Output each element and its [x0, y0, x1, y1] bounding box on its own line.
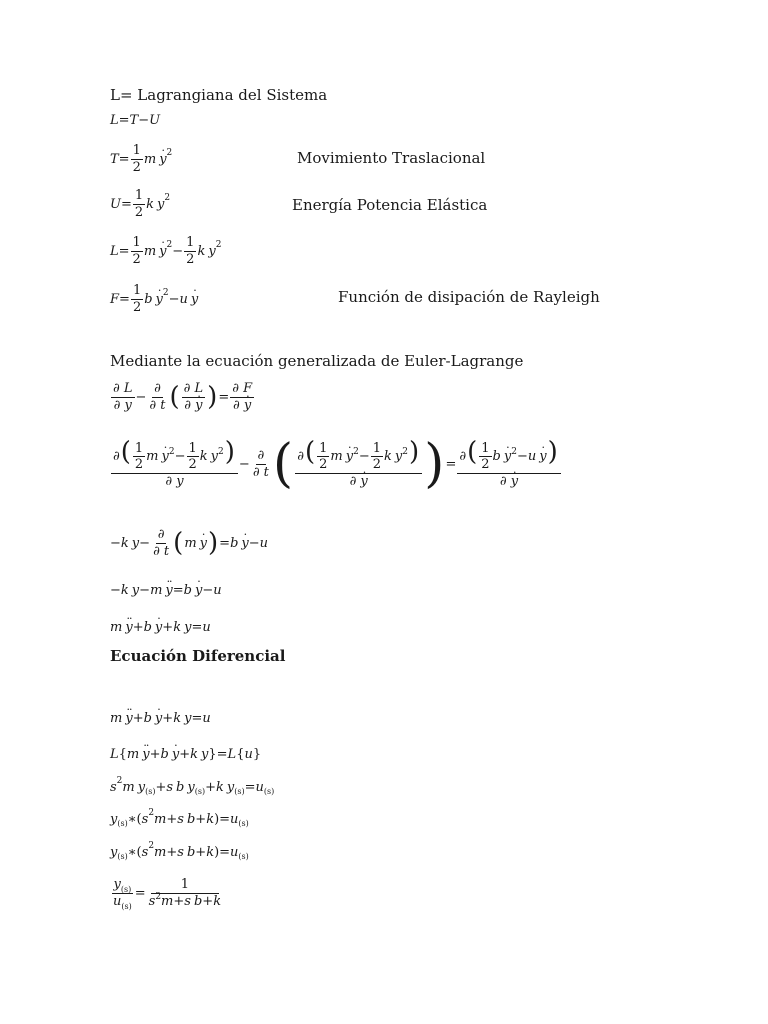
heading-lagrangian: L= Lagrangiana del Sistema — [110, 86, 328, 104]
label-rayleigh: Función de disipación de Rayleigh — [338, 288, 600, 306]
equation-euler-lagrange-substituted: ∂( $\frac{1}{2}$ m y ·$^2$− $\frac{1}{2}$ k $y^2$) ∂ y − $\frac{\partial}{\partial t}$ ( ∂( $\frac{1}{2}$ m y ·$^2$− $\frac{1}{2}$ k $y^2$) ∂ y · ) = ∂( $\frac{1}{2}$ b y ·$^2$−u y ·) ∂ y · — [110, 438, 562, 490]
equation-factored-2: y (s) ∗( s 2 m + s b + k )= u (s) — [110, 841, 249, 861]
equation-transfer-function: $\frac{y_{(s)}}{u_{(s)}}$ = $\frac{1}{s^2m+s b+k}$ — [113, 877, 222, 911]
equation-step-3: m y ·· + b y · + k y = u — [110, 621, 211, 634]
equation-potential-energy: U = $\frac{1}{2}$ k y 2 — [110, 188, 171, 220]
equation-step-2: − k y − m y ·· = b y · − u — [110, 584, 222, 597]
equation-kinetic-energy: T = $\frac{1}{2}$ m y · 2 — [110, 144, 172, 174]
equation-step-1: − k y − $\frac{\partial}{\partial t}$ ( m y · ) = b y · − u — [110, 528, 268, 558]
text-euler-lagrange: Mediante la ecuación generalizada de Euler-Lagrange — [110, 352, 524, 370]
equation-rayleigh-dissipation: F = $\frac{1}{2}$ b y · 2 − u y · — [110, 284, 198, 314]
equation-lagrangian-expanded: L = $\frac{1}{2}$ m y · 2 − $\frac{1}{2}$ k y 2 — [110, 236, 221, 266]
equation-differential: m y ·· + b y · + k y = u — [110, 712, 211, 725]
equation-laplace-transform: L { m y ·· + b y · + k y } = L { u } — [110, 748, 261, 761]
equation-euler-lagrange-general: $\frac{\partial L}{\partial y}$ − $\frac{\partial}{\partial t}$ ( $\frac{\partial L}{\partial y}$ · ) = $\frac{\partial F}{\partial y}$ · — [110, 382, 255, 412]
equation-laplace-domain: s 2 m y (s) + s b y (s) + k y (s) = u (s) — [110, 776, 275, 796]
equation-lagrangian-definition: L = T − U — [110, 113, 161, 128]
label-translational: Movimiento Traslacional — [297, 149, 486, 167]
heading-differential-equation: Ecuación Diferencial — [110, 647, 286, 665]
label-elastic: Energía Potencia Elástica — [292, 196, 488, 214]
equation-factored-1: y (s) ∗( s 2 m + s b + k )= u (s) — [110, 808, 249, 828]
